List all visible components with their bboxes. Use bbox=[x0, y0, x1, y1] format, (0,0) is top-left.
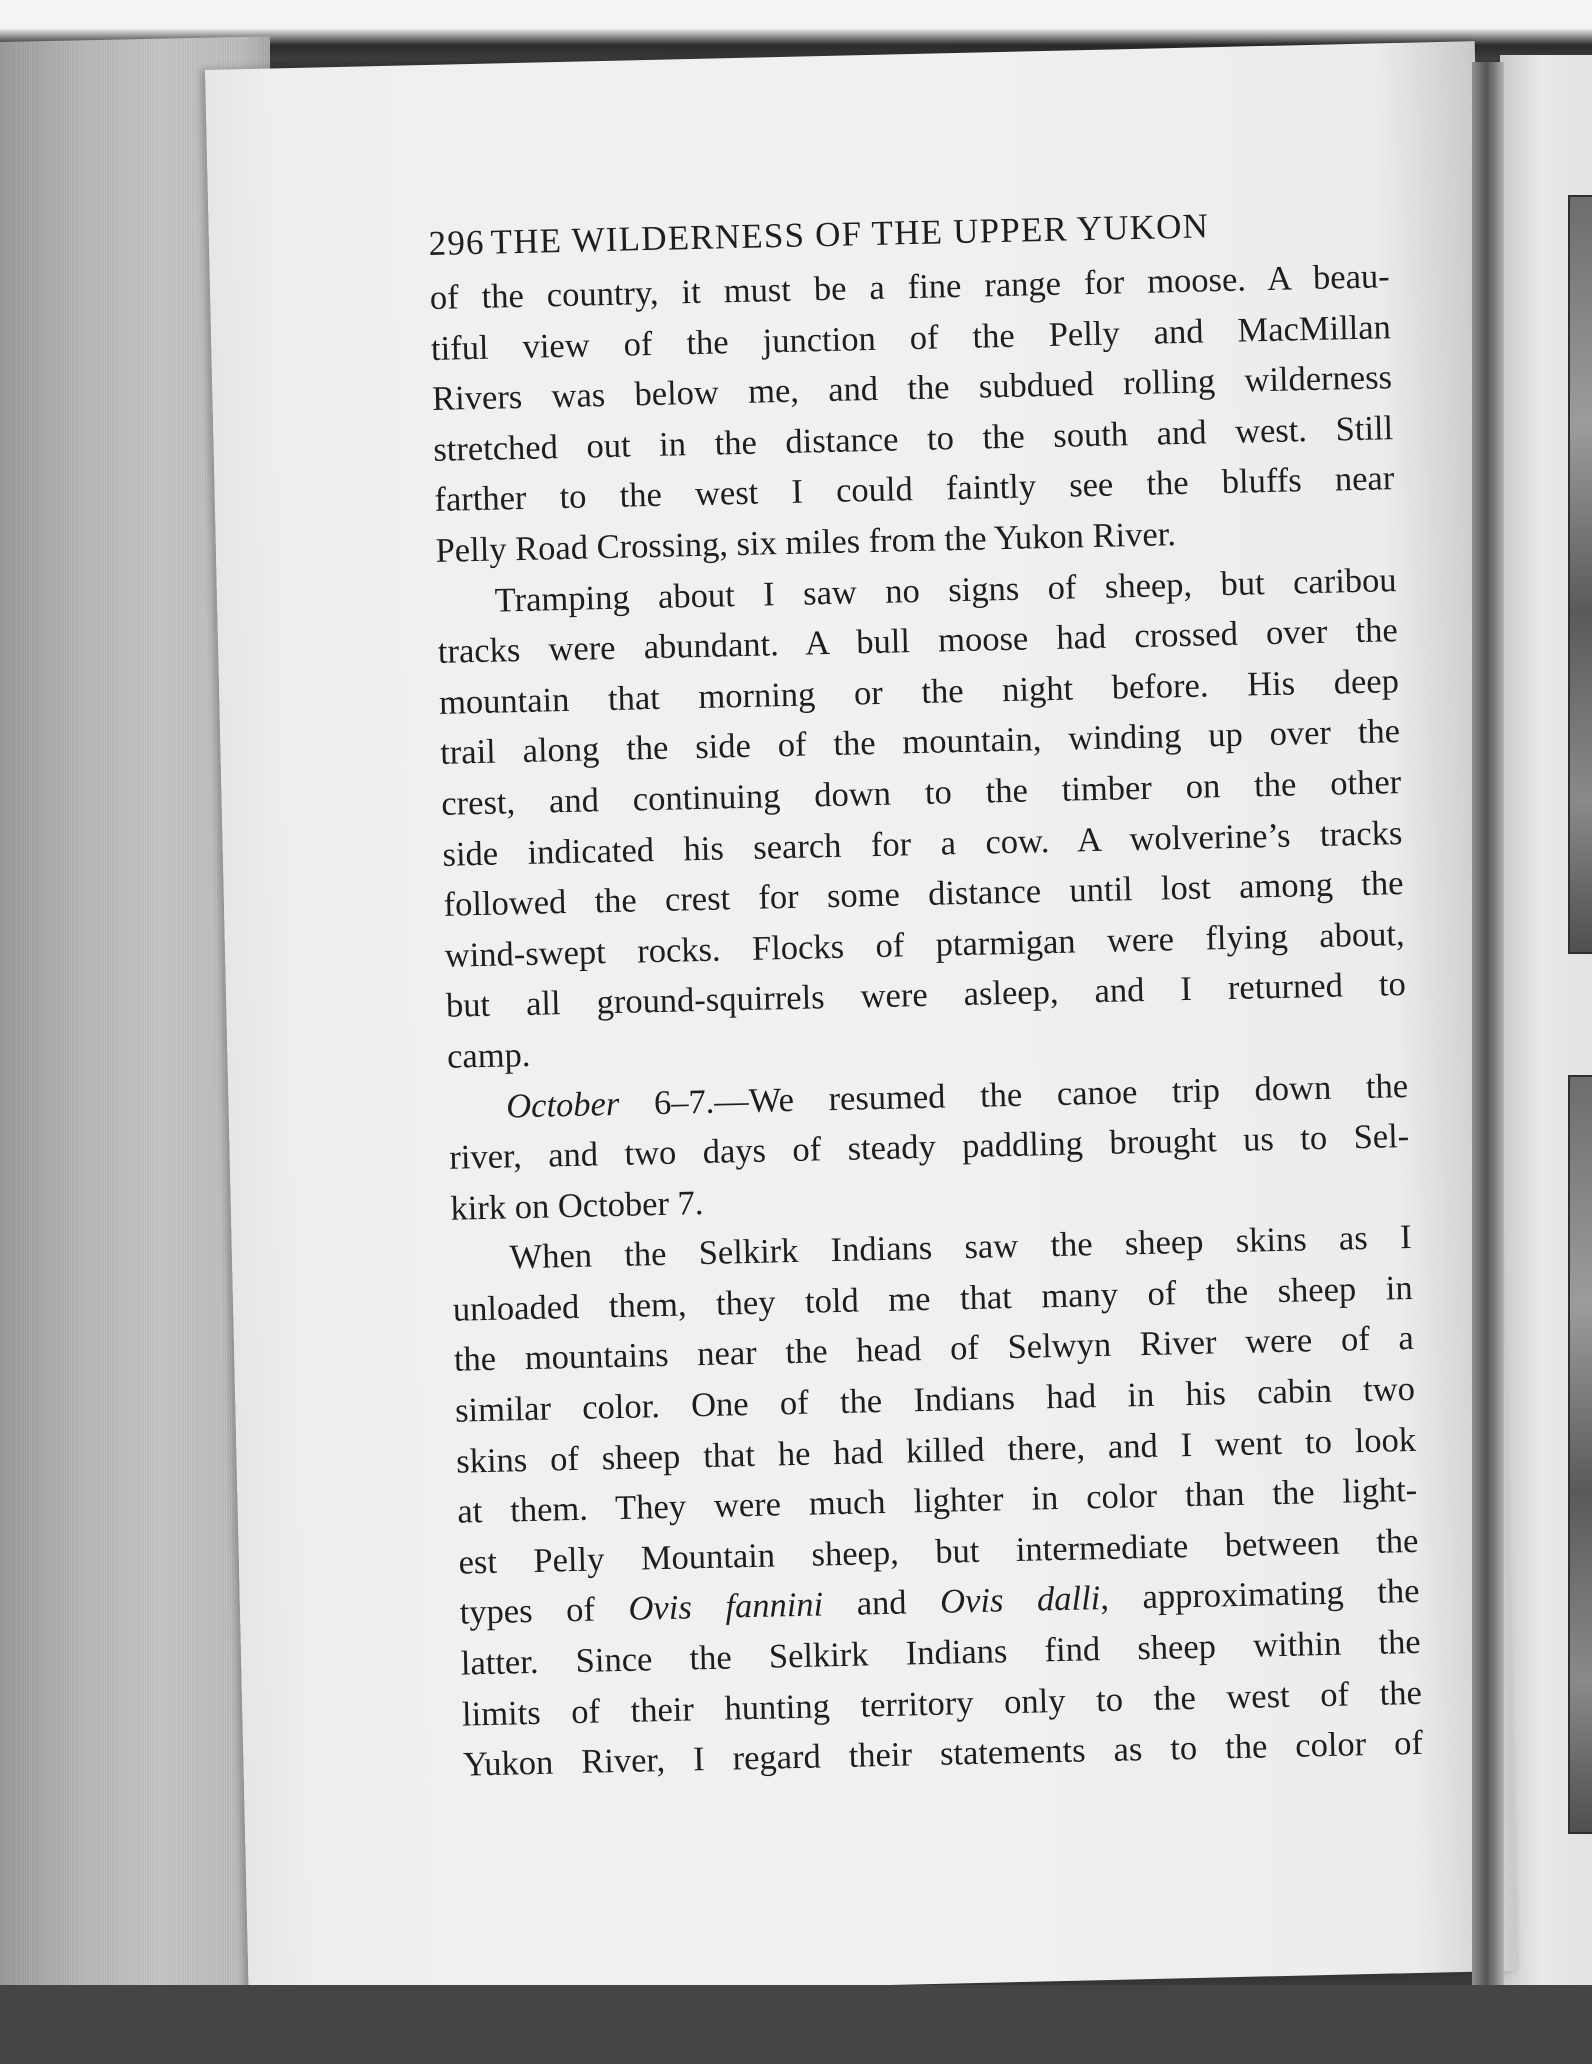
text-segment: and bbox=[822, 1583, 941, 1624]
text-segment: mountain that morning or the night before. His deep bbox=[438, 661, 1400, 722]
italic-text: Ovis fannini bbox=[628, 1585, 824, 1629]
text-segment: river, and two days of steady paddling brought us to Sel- bbox=[448, 1117, 1410, 1177]
text-segment: unloaded them, they told me that many of the sheep in bbox=[452, 1268, 1414, 1329]
text-segment: at them. They were much lighter in color than the light- bbox=[457, 1471, 1418, 1531]
text-segment: skins of sheep that he had killed there, and I went to look bbox=[455, 1420, 1417, 1481]
text-segment: farther to the west I could faintly see the bluffs near bbox=[434, 459, 1395, 520]
text-segment: trail along the side of the mountain, winding up over the bbox=[439, 712, 1401, 773]
text-segment: types of bbox=[459, 1590, 629, 1633]
text-segment: similar color. One of the Indians had in his cabin two bbox=[454, 1369, 1416, 1430]
text-segment: When the Selkirk Indians saw the sheep skins as I bbox=[509, 1218, 1412, 1277]
text-segment: side indicated his search for a cow. A wolverine’s tracks bbox=[442, 813, 1403, 874]
text-segment: Yukon River, I regard their statements as to the color of bbox=[462, 1724, 1424, 1784]
text-segment: camp. bbox=[446, 1035, 531, 1076]
italic-text: October bbox=[505, 1084, 620, 1125]
text-segment: Tramping about I saw no signs of sheep, but caribou bbox=[494, 560, 1397, 620]
facing-page-photo-top bbox=[1568, 195, 1592, 954]
text-segment: tracks were abundant. A bull moose had crossed over the bbox=[437, 611, 1399, 672]
text-segment: limits of their hunting territory only to the west of the bbox=[461, 1673, 1423, 1734]
background-bottom bbox=[0, 1985, 1592, 2064]
text-segment: tiful view of the junction of the Pelly and MacMillan bbox=[430, 307, 1392, 368]
text-segment: 6–7.—We resumed the canoe trip down the bbox=[618, 1066, 1409, 1123]
body-text bbox=[429, 251, 1423, 1790]
text-segment: the mountains near the head of Selwyn River were of a bbox=[453, 1319, 1415, 1380]
text-segment: latter. Since the Selkirk Indians find sheep within the bbox=[460, 1622, 1422, 1683]
text-segment: stretched out in the distance to the south and west. Still bbox=[432, 408, 1394, 469]
text-segment: crest, and continuing down to the timber on the other bbox=[440, 763, 1402, 823]
text-segment: Rivers was below me, and the subdued rolling wilderness bbox=[431, 358, 1393, 419]
text-segment: kirk on October 7. bbox=[450, 1183, 704, 1228]
text-segment: Pelly Road Crossing, six miles from the Yukon River. bbox=[435, 515, 1177, 570]
text-segment: but all ground-squirrels were asleep, and I returned to bbox=[445, 965, 1407, 1026]
text-segment: of the country, it must be a fine range for moose. A beau- bbox=[429, 257, 1391, 317]
book-gutter bbox=[1472, 62, 1504, 1992]
text-segment: followed the crest for some distance until lost among the bbox=[443, 864, 1404, 924]
text-segment: wind-swept rocks. Flocks of ptarmigan were flying about, bbox=[444, 914, 1405, 975]
running-head-title: THE WILDERNESS OF THE UPPER YUKON bbox=[490, 206, 1210, 262]
text-segment: , approximating the bbox=[1099, 1572, 1420, 1618]
page-text bbox=[428, 193, 1424, 1790]
page-number: 296 bbox=[428, 222, 486, 263]
italic-text: Ovis dalli bbox=[939, 1579, 1101, 1622]
text-segment: est Pelly Mountain sheep, but intermediate between the bbox=[458, 1521, 1419, 1582]
facing-page-photo-bottom bbox=[1568, 1075, 1592, 1834]
